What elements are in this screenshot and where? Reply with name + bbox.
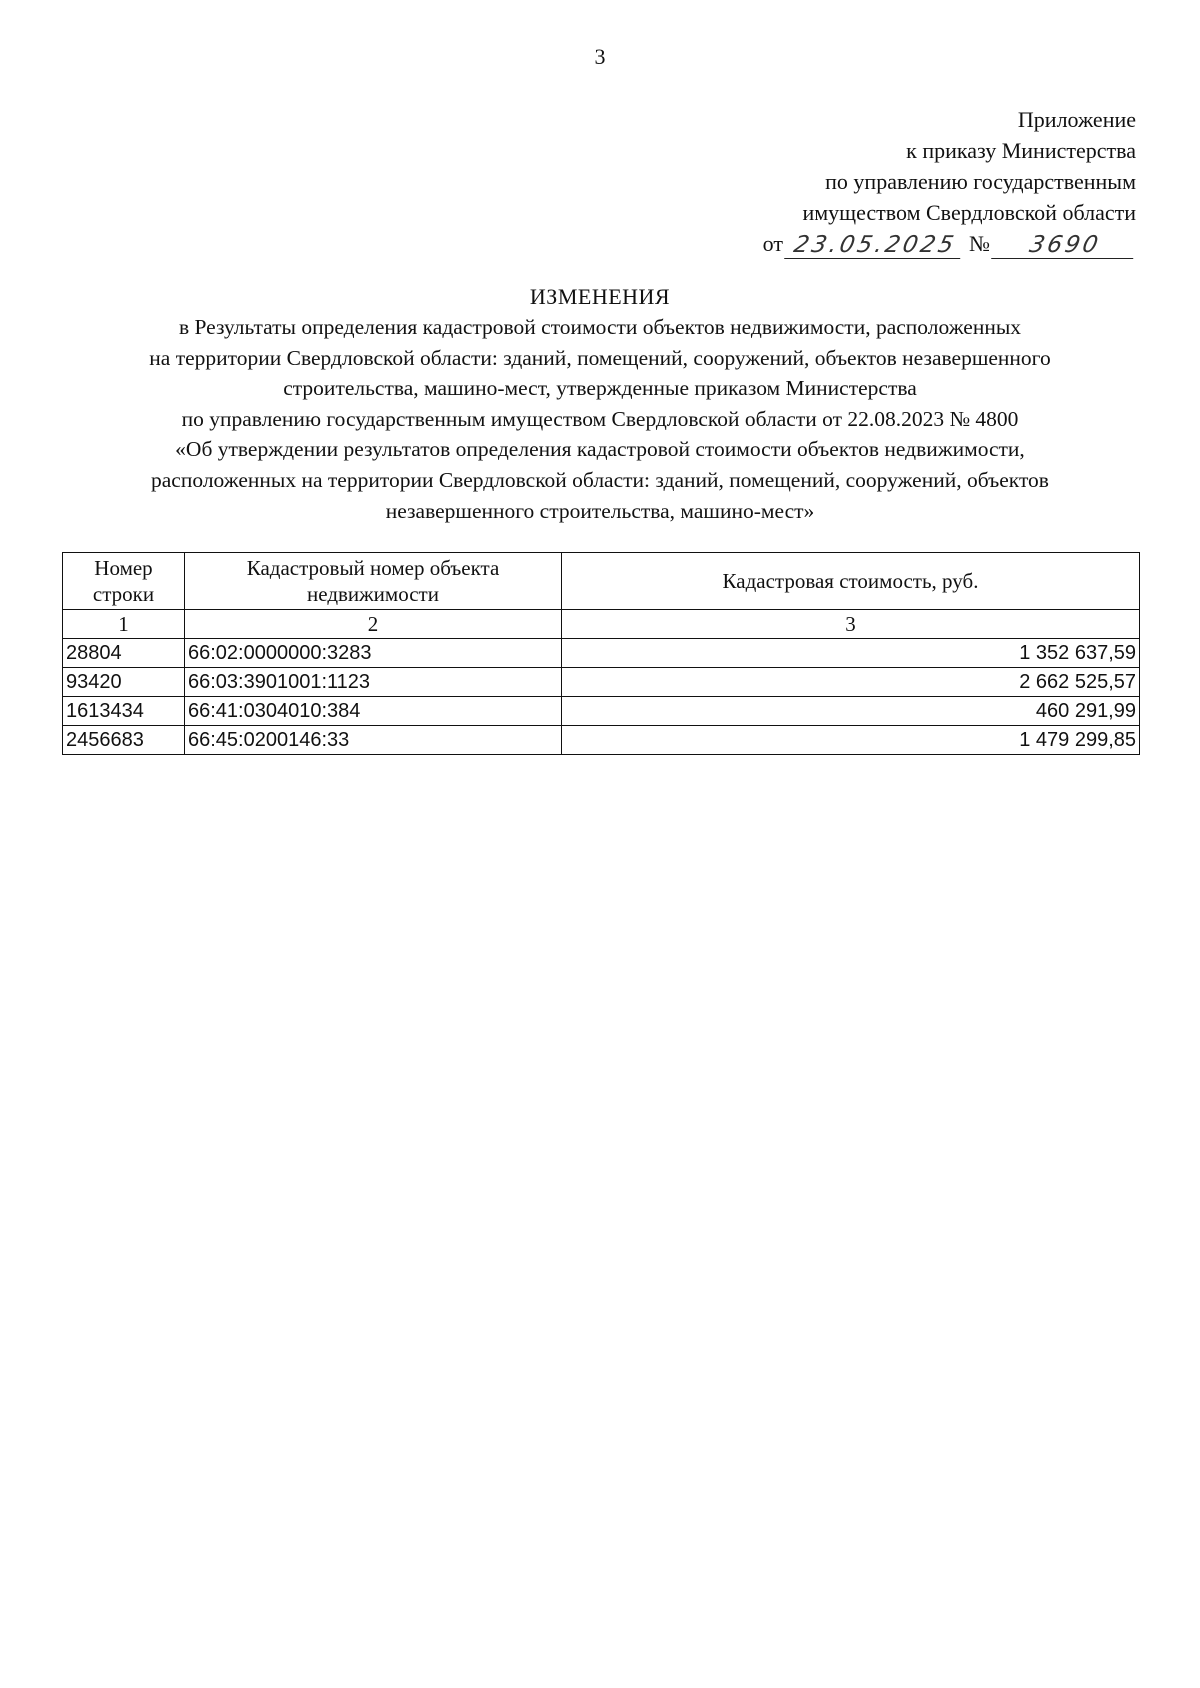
heading-line: «Об утверждении результатов определения кадастровой стоимости объектов недвижимости, [175, 437, 1025, 462]
document-title: ИЗМЕНЕНИЯ [529, 284, 671, 309]
column-number: 1 [63, 610, 185, 639]
table-header-row [63, 553, 1140, 610]
table-row [63, 697, 1140, 726]
heading-line: на территории Свердловской области: зданий, помещений, сооружений, объектов незавершенного [149, 345, 1051, 370]
cadastral-changes-table [62, 552, 1140, 755]
header-cadastral-cost: Кадастровая стоимость, руб. [562, 553, 1140, 610]
column-number: 2 [185, 610, 562, 639]
header-cadastral-number: Кадастровый номер объекта недвижимости [185, 553, 562, 610]
cadastral-number-cell: 66:41:0304010:384 [185, 697, 562, 726]
appendix-block [676, 104, 1136, 259]
heading-line: строительства, машино-мест, утвержденные приказом Министерства [283, 376, 917, 401]
row-number-cell: 1613434 [63, 697, 185, 726]
row-number-cell: 93420 [63, 668, 185, 697]
appendix-line: по управлению государственным [825, 169, 1136, 194]
row-number-cell: 2456683 [63, 726, 185, 755]
cadastral-number-cell: 66:03:3901001:1123 [185, 668, 562, 697]
header-row-number: Номер строки [63, 553, 185, 610]
appendix-line: Приложение [1017, 107, 1136, 132]
handwritten-order-number: 3690 [991, 232, 1139, 259]
heading-line: по управлению государственным имуществом Свердловской области от 22.08.2023 № 4800 [181, 406, 1019, 431]
cadastral-cost-cell: 1 479 299,85 [562, 726, 1140, 755]
table-row [63, 726, 1140, 755]
handwritten-date: 23.05.2025 [784, 232, 966, 259]
heading-line: в Результаты определения кадастровой стоимости объектов недвижимости, расположенных [178, 315, 1022, 339]
cadastral-number-cell: 66:02:0000000:3283 [185, 639, 562, 668]
appendix-line: имуществом Свердловской области [802, 200, 1136, 225]
table-row [63, 668, 1140, 697]
cadastral-cost-cell: 2 662 525,57 [562, 668, 1140, 697]
cadastral-number-cell: 66:45:0200146:33 [185, 726, 562, 755]
cadastral-cost-cell: 460 291,99 [562, 697, 1140, 726]
table-row [63, 639, 1140, 668]
order-date-number-line [676, 228, 1136, 259]
date-prefix: от [762, 231, 783, 256]
heading-line: незавершенного строительства, машино-мест» [385, 498, 815, 523]
number-sign: № [969, 231, 990, 256]
page-number: 3 [594, 44, 606, 69]
document-heading [60, 282, 1140, 526]
appendix-line: к приказу Министерства [906, 138, 1136, 163]
row-number-cell: 28804 [63, 639, 185, 668]
heading-line: расположенных на территории Свердловской области: зданий, помещений, сооружений, объектов [151, 467, 1049, 492]
column-numbering-row [63, 610, 1140, 639]
cadastral-cost-cell: 1 352 637,59 [562, 639, 1140, 668]
column-number: 3 [562, 610, 1140, 639]
